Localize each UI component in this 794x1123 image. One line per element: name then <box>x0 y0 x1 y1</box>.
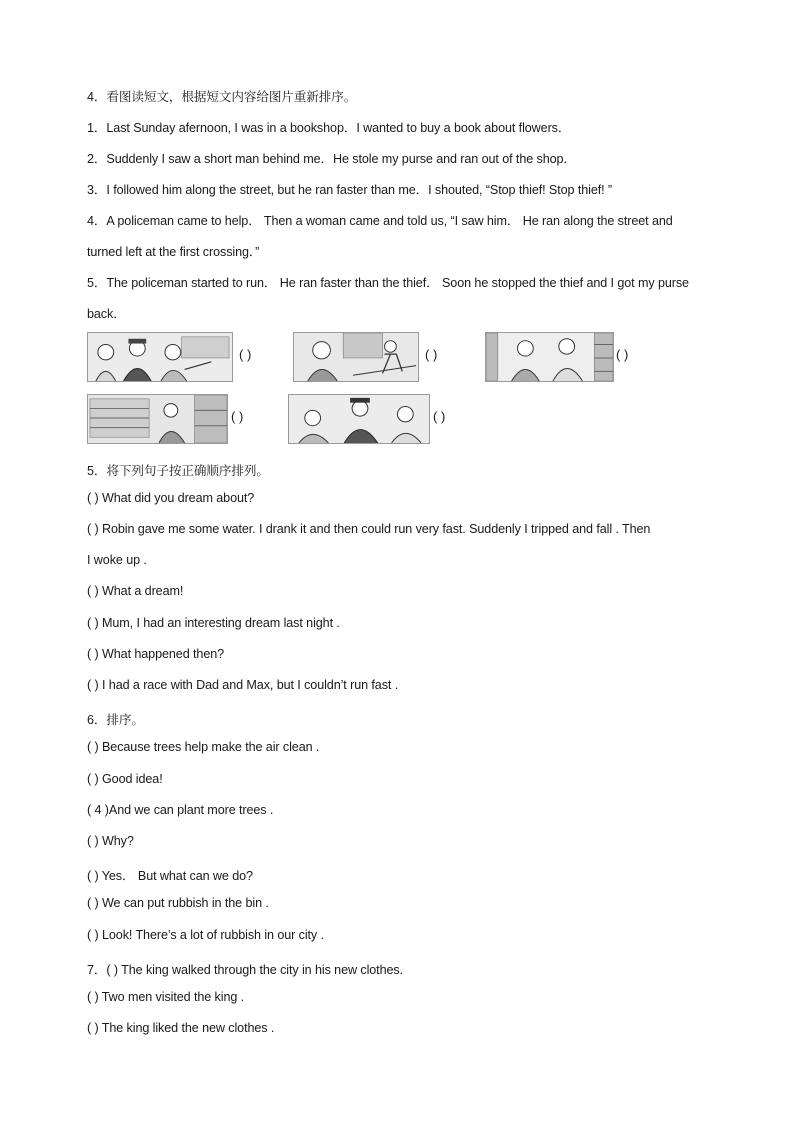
picture-woman-man-bookshop <box>485 332 614 382</box>
passage-sentence-3: 3．I followed him along the street, but he ran faster than me．I shouted, “Stop thief! Stop thief! ” <box>87 183 613 197</box>
order-item: ( ) Robin gave me some water. I drank it and then could run very fast. Suddenly I tripped and fall . Then <box>87 522 651 536</box>
picture-thief-running <box>293 332 419 382</box>
order-item: ( ) Mum, I had an interesting dream last night . <box>87 616 340 630</box>
passage-sentence-1: 1．Last Sunday afernoon, I was in a bookshop．I wanted to buy a book about flowers． <box>87 121 571 135</box>
section-5-title: 5．将下列句子按正确顺序排列。 <box>87 464 269 478</box>
order-item: ( ) Look! There’s a lot of rubbish in our city . <box>87 928 324 942</box>
order-item: ( ) I had a race with Dad and Max, but I couldn’t run fast . <box>87 678 399 692</box>
answer-blank-1[interactable]: ( ) <box>239 347 252 362</box>
order-item: ( ) Yes． But what can we do? <box>87 869 253 883</box>
order-item: ( ) What happened then? <box>87 647 225 661</box>
order-item: ( ) The king liked the new clothes . <box>87 1021 275 1035</box>
order-item-cont: I woke up . <box>87 553 147 567</box>
picture-policeman-woman-boy <box>87 332 233 382</box>
order-item: ( ) Why? <box>87 834 134 848</box>
order-item: ( ) We can put rubbish in the bin . <box>87 896 269 910</box>
answer-blank-5[interactable]: ( ) <box>433 409 446 424</box>
answer-blank-3[interactable]: ( ) <box>616 347 629 362</box>
order-item: ( ) Good idea! <box>87 772 163 786</box>
order-item: ( ) Because trees help make the air clean . <box>87 740 320 754</box>
passage-sentence-4: 4．A policeman came to help． Then a woman came and told us, “I saw him． He ran along the street and <box>87 214 673 228</box>
section-7-item: 7．( ) The king walked through the city in his new clothes. <box>87 963 403 977</box>
section-6-title: 6．排序。 <box>87 713 144 727</box>
order-item: ( 4 )And we can plant more trees . <box>87 803 274 817</box>
answer-blank-2[interactable]: ( ) <box>425 347 438 362</box>
passage-sentence-2: 2．Suddenly I saw a short man behind me．He stole my purse and ran out of the shop． <box>87 152 576 166</box>
picture-policeman-returns-purse <box>288 394 430 444</box>
passage-sentence-4-cont: turned left at the first crossing．” <box>87 245 260 259</box>
order-item: ( ) What a dream! <box>87 584 184 598</box>
section-4-title: 4．看图读短文，根据短文内容给图片重新排序。 <box>87 90 357 104</box>
passage-sentence-5-cont: back． <box>87 307 126 321</box>
order-item: ( ) Two men visited the king . <box>87 990 245 1004</box>
picture-bookshop-shelves <box>87 394 228 444</box>
answer-blank-4[interactable]: ( ) <box>231 409 244 424</box>
order-item: ( ) What did you dream about? <box>87 491 255 505</box>
passage-sentence-5: 5．The policeman started to run． He ran faster than the thief． Soon he stopped the thief and I got my purse <box>87 276 689 290</box>
